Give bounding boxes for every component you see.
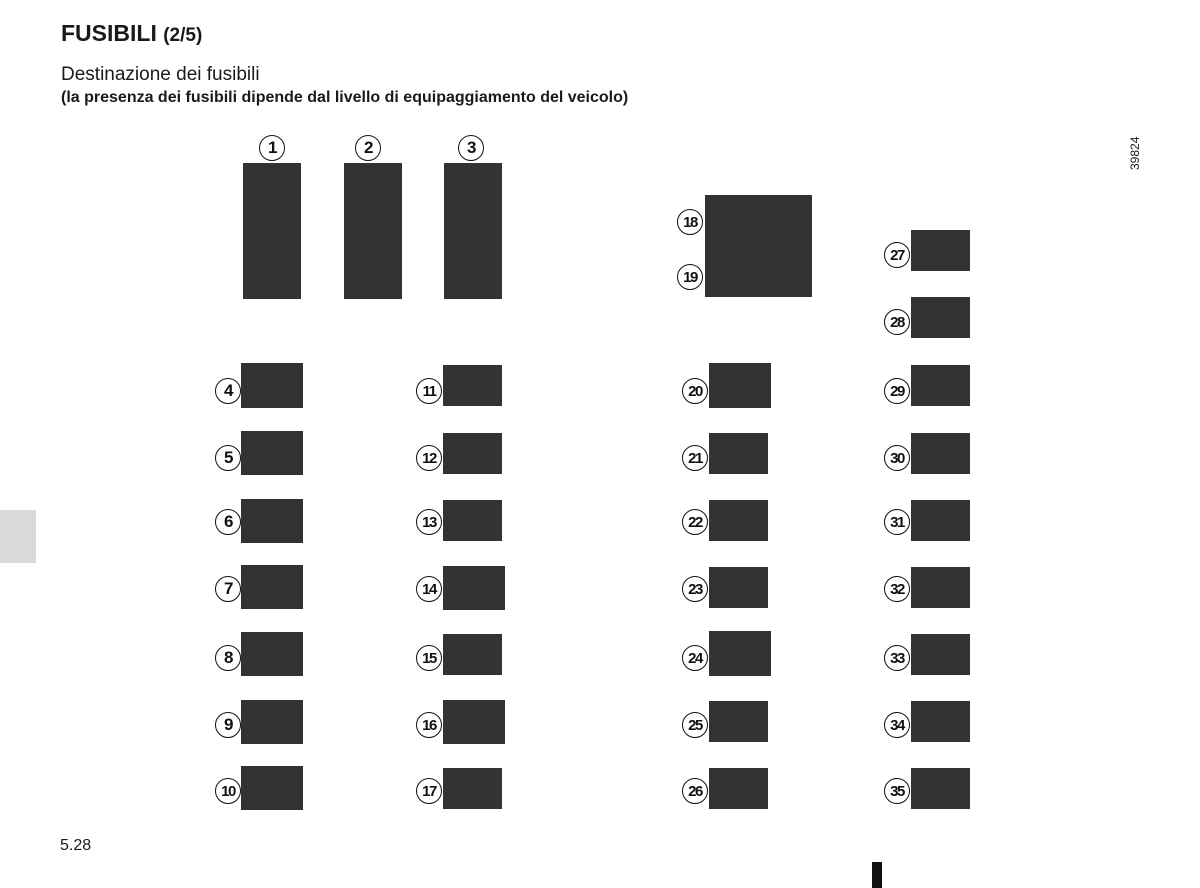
fuse-26 bbox=[709, 768, 768, 809]
page-edge-mark bbox=[872, 862, 882, 888]
fuse-16 bbox=[443, 700, 505, 744]
callout-7: 7 bbox=[215, 576, 241, 602]
fuse-24 bbox=[709, 631, 771, 676]
callout-22: 22 bbox=[682, 509, 708, 535]
fuse-35 bbox=[911, 768, 970, 809]
equipment-note: (la presenza dei fusibili dipende dal livello di equipaggiamento del veicolo) bbox=[61, 89, 629, 106]
fuse-1 bbox=[243, 163, 301, 299]
fuse-12 bbox=[443, 433, 502, 474]
section-subtitle: Destinazione dei fusibili bbox=[61, 64, 260, 85]
fuse-10 bbox=[241, 766, 303, 810]
callout-8: 8 bbox=[215, 645, 241, 671]
callout-17: 17 bbox=[416, 778, 442, 804]
fuse-6 bbox=[241, 499, 303, 543]
callout-14: 14 bbox=[416, 576, 442, 602]
callout-25: 25 bbox=[682, 712, 708, 738]
callout-26: 26 bbox=[682, 778, 708, 804]
callout-4: 4 bbox=[215, 378, 241, 404]
fuse-32 bbox=[911, 567, 970, 608]
fuse-21 bbox=[709, 433, 768, 474]
fuse-29 bbox=[911, 365, 970, 406]
callout-30: 30 bbox=[884, 445, 910, 471]
callout-35: 35 bbox=[884, 778, 910, 804]
callout-15: 15 bbox=[416, 645, 442, 671]
fuse-23 bbox=[709, 567, 768, 608]
callout-13: 13 bbox=[416, 509, 442, 535]
fuse-18-19 bbox=[705, 195, 812, 297]
callout-3: 3 bbox=[458, 135, 484, 161]
callout-19: 19 bbox=[677, 264, 703, 290]
fuse-3 bbox=[444, 163, 502, 299]
fuse-30 bbox=[911, 433, 970, 474]
callout-29: 29 bbox=[884, 378, 910, 404]
fuse-25 bbox=[709, 701, 768, 742]
callout-9: 9 bbox=[215, 712, 241, 738]
callout-2: 2 bbox=[355, 135, 381, 161]
figure-code: 39824 bbox=[1128, 136, 1142, 170]
fuse-9 bbox=[241, 700, 303, 744]
callout-27: 27 bbox=[884, 242, 910, 268]
fuse-8 bbox=[241, 632, 303, 676]
fuse-11 bbox=[443, 365, 502, 406]
callout-33: 33 bbox=[884, 645, 910, 671]
callout-16: 16 bbox=[416, 712, 442, 738]
fuse-27 bbox=[911, 230, 970, 271]
callout-1: 1 bbox=[259, 135, 285, 161]
fuse-20 bbox=[709, 363, 771, 408]
callout-32: 32 bbox=[884, 576, 910, 602]
callout-21: 21 bbox=[682, 445, 708, 471]
fuse-2 bbox=[344, 163, 402, 299]
fuse-28 bbox=[911, 297, 970, 338]
callout-10: 10 bbox=[215, 778, 241, 804]
fuse-34 bbox=[911, 701, 970, 742]
callout-31: 31 bbox=[884, 509, 910, 535]
fuse-17 bbox=[443, 768, 502, 809]
callout-34: 34 bbox=[884, 712, 910, 738]
fuse-33 bbox=[911, 634, 970, 675]
title-text: FUSIBILI bbox=[61, 20, 157, 46]
callout-24: 24 bbox=[682, 645, 708, 671]
callout-6: 6 bbox=[215, 509, 241, 535]
callout-23: 23 bbox=[682, 576, 708, 602]
title-part: (2/5) bbox=[163, 25, 203, 46]
callout-12: 12 bbox=[416, 445, 442, 471]
fuse-22 bbox=[709, 500, 768, 541]
fuse-13 bbox=[443, 500, 502, 541]
fuse-31 bbox=[911, 500, 970, 541]
callout-20: 20 bbox=[682, 378, 708, 404]
fuse-5 bbox=[241, 431, 303, 475]
fuse-15 bbox=[443, 634, 502, 675]
callout-18: 18 bbox=[677, 209, 703, 235]
fuse-7 bbox=[241, 565, 303, 609]
callout-5: 5 bbox=[215, 445, 241, 471]
fuse-4 bbox=[241, 363, 303, 408]
page-number: 5.28 bbox=[60, 837, 92, 854]
fuse-14 bbox=[443, 566, 505, 610]
callout-11: 11 bbox=[416, 378, 442, 404]
callout-28: 28 bbox=[884, 309, 910, 335]
